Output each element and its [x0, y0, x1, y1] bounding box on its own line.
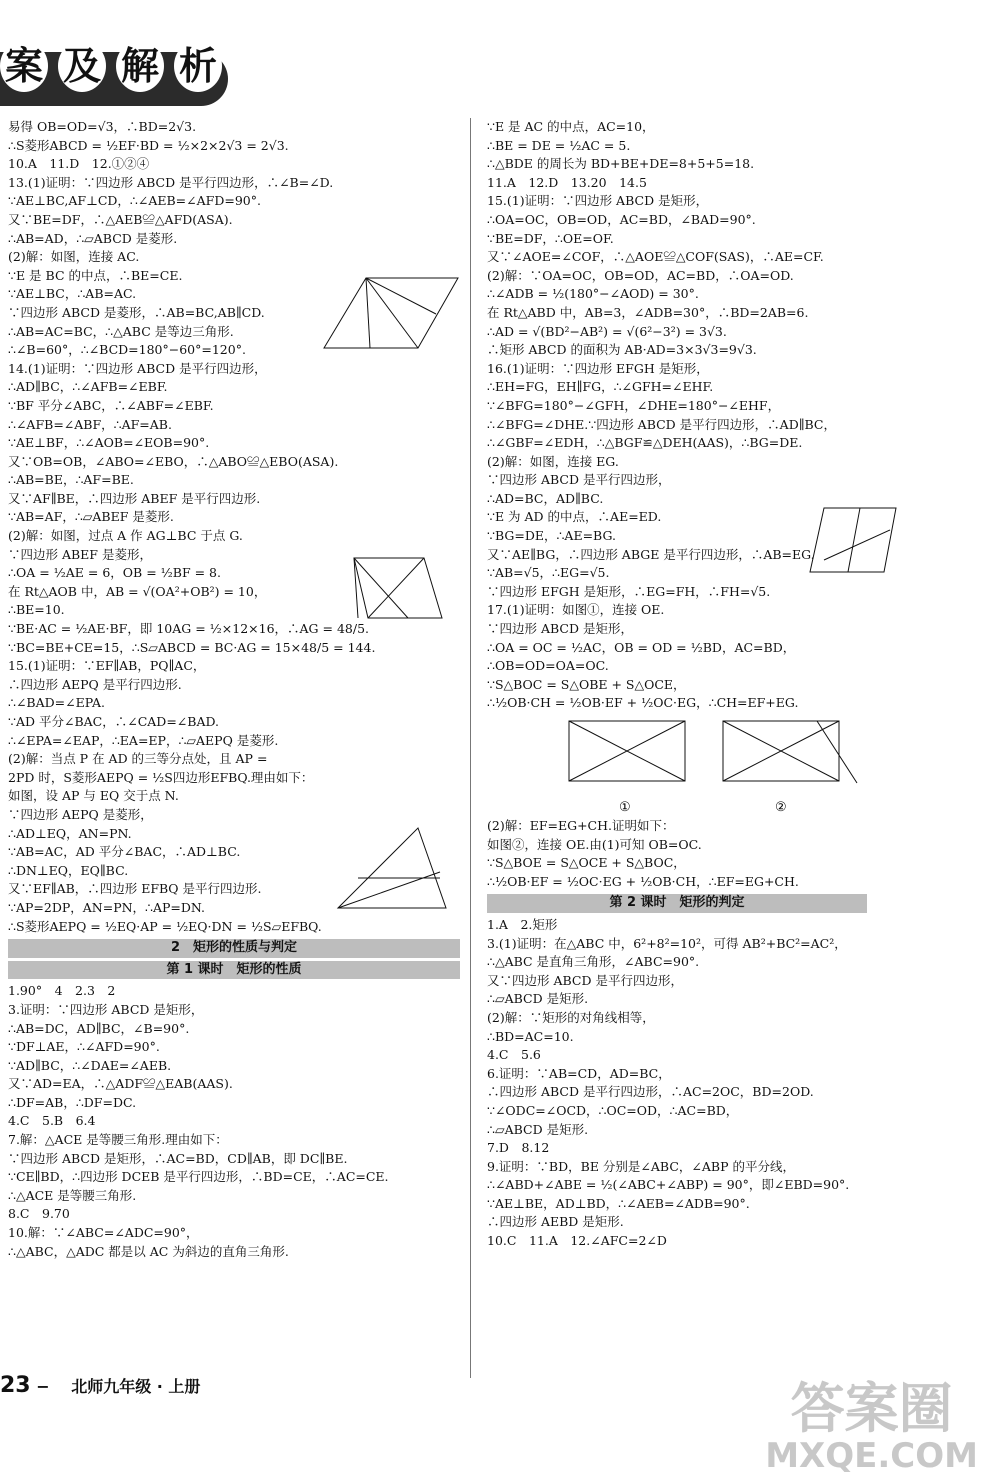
answer-line: ∴△BDE 的周长为 BD+BE+DE=8+5+5=18. [487, 156, 755, 172]
answer-line: 又∵四边形 ABCD 是平行四边形， [487, 972, 683, 988]
answer-line: 又∵AD=EA，∴△ADF≌△EAB(AAS). [8, 1076, 233, 1092]
answer-line: ∴DN⊥EQ，EQ∥BC. [8, 862, 129, 878]
lesson-title: 第 1 课时 矩形的性质 [8, 961, 460, 980]
answer-line: 又∵AE∥BG，∴四边形 ABGE 是平行四边形，∴AB=EG. [487, 546, 815, 562]
figure-triangle [328, 822, 468, 922]
answer-line: 17.(1)证明：如图①，连接 OE. [487, 602, 665, 618]
answer-line: ∵AD 平分∠BAC，∴∠CAD=∠BAD. [8, 714, 220, 729]
answer-line: ∴DF=AB，∴DF=DC. [8, 1094, 137, 1110]
answer-line: 8.C 9.70 [8, 1206, 70, 1222]
figure-label-2: ② [775, 800, 787, 815]
answer-line: ∴△ABC，△ADC 都是以 AC 为斜边的直角三角形. [8, 1243, 289, 1259]
book-title: 北师九年级 · 上册 [71, 1377, 201, 1396]
answer-line: ∵∠BFG=180°−∠GFH，∠DHE=180°−∠EHF， [487, 397, 781, 413]
answer-line: ∴OB=OD=OA=OC. [487, 658, 609, 674]
lesson2-answers [487, 916, 867, 1251]
answer-line: ∴∠BFG=∠DHE.∵四边形 ABCD 是平行四边形，∴AD∥BC， [487, 416, 836, 432]
answer-line: 在 Rt△AOB 中，AB = √(OA²+OB²) = 10， [8, 583, 267, 599]
answer-line: 10.A 11.D 12.①②④ [8, 156, 150, 172]
answer-line: 又∵BE=DF，∴△AEB≌△AFD(ASA). [8, 211, 233, 227]
answer-line: ∵S△BOC = S△OBE + S△OCE， [487, 676, 686, 692]
figure-rhombus-2 [328, 548, 468, 628]
answer-line: 又∵OB=OB，∠ABO=∠EBO，∴△ABO≌△EBO(ASA). [8, 453, 339, 469]
answer-line: ∵四边形 ABCD 是平行四边形， [487, 472, 671, 488]
answer-line: ∵BG=DE，∴AE=BG. [487, 528, 616, 544]
answer-line: ∴S菱形AEPQ = ½EQ·AP = ½EQ·DN = ½S▱EFBQ. [8, 918, 322, 934]
answer-line: ∵E 为 AD 的中点，∴AE=ED. [487, 509, 662, 525]
figure-row [487, 713, 867, 817]
answer-line: ∴∠ABD+∠ABE = ½(∠ABC+∠ABP) = 90°，即∠EBD=90°. [487, 1177, 850, 1193]
header-char: 及 [58, 40, 106, 92]
answer-line: ∵AB=AC，AD 平分∠BAC，∴AD⊥BC. [8, 844, 241, 860]
page-number: 23 [0, 1373, 31, 1398]
column-divider [470, 118, 471, 1378]
answer-line: ∴BE = DE = ½AC = 5. [487, 137, 631, 153]
answer-line: ∴∠B=60°，∴∠BCD=180°−60°=120°. [8, 342, 246, 358]
answer-line: ∴△ACE 是等腰三角形. [8, 1187, 137, 1203]
answer-line: 7.解：△ACE 是等腰三角形.理由如下： [8, 1132, 228, 1148]
answer-line: ∴△ABC 是直角三角形，∠ABC=90°. [487, 954, 700, 970]
answer-line: 16.(1)证明：∵四边形 EFGH 是矩形， [487, 360, 709, 376]
answer-line: ∴四边形 AEBD 是矩形. [487, 1214, 624, 1230]
answer-line: 6.证明：∵AB=CD，AD=BC， [487, 1065, 671, 1081]
answer-line: ∵四边形 ABCD 是矩形， [487, 621, 633, 637]
lesson2-title: 第 2 课时 矩形的判定 [487, 894, 867, 913]
answer-line: ∴▱ABCD 是矩形. [487, 1121, 589, 1137]
answer-line: (2)解：如图，连接 AC. [8, 249, 140, 265]
answer-line: ∴AD⊥EQ，AN=PN. [8, 825, 132, 841]
answer-line: ∴AB=DC，AD∥BC，∠B=90°. [8, 1020, 190, 1036]
answer-line: (2)解：当点 P 在 AD 的三等分点处，且 AP = [8, 751, 268, 767]
answer-line: ∴AD = √(BD²−AB²) = √(6²−3²) = 3√3. [487, 323, 727, 339]
answer-line: ∴AD=BC，AD∥BC. [487, 490, 604, 506]
rectangle-figures [487, 713, 867, 817]
answer-line: ∴AB=AC=BC，∴△ABC 是等边三角形. [8, 323, 234, 339]
answer-line: ∵AE⊥BE，AD⊥BD，∴∠AEB=∠ADB=90°. [487, 1195, 750, 1211]
answer-line: ∵四边形 EFGH 是矩形，∴EG=FH，∴FH=√5. [487, 583, 771, 599]
answer-line: ∴BE=10. [8, 602, 65, 618]
answer-line: 如图②，连接 OE.由(1)可知 OB=OC. [487, 836, 702, 852]
answer-line: 3.证明：∵四边形 ABCD 是矩形， [8, 1001, 204, 1017]
page-header [0, 0, 1000, 118]
answer-line: ∵四边形 ABCD 是菱形，∴AB=BC,AB∥CD. [8, 304, 265, 320]
answer-line: ∵AB=√5，∴EG=√5. [487, 565, 610, 581]
answer-line: ∴∠ADB = ½(180°−∠AOD) = 30°. [487, 286, 699, 302]
answer-line: ∵CE∥BD，∴四边形 DCEB 是平行四边形，∴BD=CE，∴AC=CE. [8, 1169, 389, 1185]
watermark-logo: 答案圈 [790, 1377, 953, 1440]
answer-line: 14.(1)证明：∵四边形 ABCD 是平行四边形， [8, 360, 267, 376]
answer-line: ∵BE=DF，∴OE=OF. [487, 230, 614, 246]
right-column [487, 118, 867, 1251]
answer-line: 3.(1)证明：在△ABC 中，6²+8²=10²，可得 AB²+BC²=AC²， [487, 935, 847, 951]
answer-line: 11.A 12.D 13.20 14.5 [487, 174, 647, 190]
answer-line: 又∵AF∥BE，∴四边形 ABEF 是平行四边形. [8, 490, 261, 506]
answer-line: ∵AB=AF，∴▱ABEF 是菱形. [8, 509, 174, 525]
answer-line: 又∵∠AOE=∠COF，∴△AOE≌△COF(SAS)，∴AE=CF. [487, 249, 824, 265]
answer-line: ∵四边形 AEPQ 是菱形， [8, 806, 153, 822]
answer-line: (2)解：如图，过点 A 作 AG⊥BC 于点 G. [8, 528, 243, 544]
answer-line: 10.C 11.A 12.∠AFC=2∠D [487, 1233, 667, 1249]
answer-line: 2PD 时，S菱形AEPQ = ½S四边形EFBQ.理由如下： [8, 769, 314, 785]
answer-line: ∴矩形 ABCD 的面积为 AB·AD=3×3√3=9√3. [487, 342, 757, 358]
answer-line: ∵四边形 ABEF 是菱形， [8, 546, 152, 562]
answer-line: ∵∠ODC=∠OCD，∴OC=OD，∴AC=BD， [487, 1102, 739, 1118]
answer-line: ∵AD∥BC，∴∠DAE=∠AEB. [8, 1057, 172, 1073]
header-char: 解 [116, 40, 164, 92]
answer-line: 1.90° 4 2.3 2 [8, 983, 116, 999]
answer-line: ∴▱ABCD 是矩形. [487, 991, 589, 1007]
answer-line: ∴AB=AD，∴▱ABCD 是菱形. [8, 230, 178, 246]
header-char: 析 [174, 40, 222, 92]
answer-line: ∴EH=FG，EH∥FG，∴∠GFH=∠EHF. [487, 379, 714, 395]
answer-line: (2)解：如图，连接 EG. [487, 453, 619, 469]
answer-line: 7.D 8.12 [487, 1140, 550, 1156]
answer-line: ∴∠BAD=∠EPA. [8, 695, 105, 711]
answer-line: (2)解：∵OA=OC，OB=OD，AC=BD，∴OA=OD. [487, 267, 794, 283]
answer-line: ∵AE⊥BC，∴AB=AC. [8, 286, 137, 302]
answer-line: ∴四边形 ABCD 是平行四边形，∴AC=2OC，BD=2OD. [487, 1084, 814, 1100]
answer-line: ∵DF⊥AE，∴∠AFD=90°. [8, 1039, 160, 1055]
answer-line: ∴BD=AC=10. [487, 1028, 574, 1044]
answer-line: ∴½OB·CH = ½OB·EF + ½OC·EG，∴CH=EF+EG. [487, 695, 799, 711]
answer-line: (2)解：∵矩形的对角线相等， [487, 1009, 655, 1025]
answer-line: 15.(1)证明：∵四边形 ABCD 是矩形， [487, 193, 709, 209]
lesson1-answers [8, 982, 460, 1261]
answer-line: 1.A 2.矩形 [487, 916, 558, 932]
header-title [0, 40, 222, 92]
answer-line: ∴OA = OC = ½AC，OB = OD = ½BD，AC=BD， [487, 639, 796, 655]
answer-line: ∴OA = ½AE = 6，OB = ½BF = 8. [8, 565, 221, 581]
left-answers [8, 118, 460, 936]
answer-line: ∵AE⊥BF，∴∠AOB=∠EOB=90°. [8, 435, 210, 451]
answer-line: ∵AE⊥BC,AF⊥CD，∴∠AEB=∠AFD=90°. [8, 193, 261, 209]
answer-line: ∵四边形 ABCD 是矩形，∴AC=BD，CD∥AB，即 DC∥BE. [8, 1150, 348, 1166]
answer-line: ∵BC=BE+CE=15，∴S▱ABCD = BC·AG = 15×48/5 = 144. [8, 639, 376, 655]
watermark [765, 1377, 978, 1476]
answer-line: ∴S菱形ABCD = ½EF·BD = ½×2×2√3 = 2√3. [8, 137, 289, 153]
answer-line: 15.(1)证明：∵EF∥AB，PQ∥AC， [8, 658, 206, 674]
watermark-url: MXQE.COM [765, 1436, 978, 1476]
right-answers [487, 118, 867, 713]
answer-line: ∴OA=OC，OB=OD，AC=BD，∠BAD=90°. [487, 211, 756, 227]
page-footer [0, 1373, 200, 1398]
answer-line: 如图，设 AP 与 EQ 交于点 N. [8, 788, 179, 804]
section-title: 2 矩形的性质与判定 [8, 939, 460, 958]
answer-line: ∴½OB·EF = ½OC·EG + ½OB·CH，∴EF=EG+CH. [487, 873, 799, 889]
answer-line: ∴四边形 AEPQ 是平行四边形. [8, 676, 182, 692]
answer-line: 易得 OB=OD=√3，∴BD=2√3. [8, 119, 197, 134]
answer-line: ∵BF 平分∠ABC，∴∠ABF=∠EBF. [8, 397, 214, 413]
answer-line: 4.C 5.B 6.4 [8, 1113, 96, 1129]
answer-line: ∴∠GBF=∠EDH，∴△BGF≌△DEH(AAS)，∴BG=DE. [487, 435, 803, 451]
answer-line: 又∵EF∥AB，∴四边形 EFBQ 是平行四边形. [8, 881, 262, 897]
answer-line: ∵BE·AC = ½AE·BF，即 10AG = ½×12×16，∴AG = 48/5. [8, 621, 370, 637]
figure-rhombus [318, 268, 468, 364]
header-char: 案 [0, 40, 48, 92]
answer-line: ∴∠AFB=∠ABF，∴AF=AB. [8, 416, 172, 432]
figure-parallelogram [800, 500, 910, 580]
footer-dash: − [36, 1377, 50, 1396]
answer-line: 9.证明：∵BD，BE 分别是∠ABC，∠ABP 的平分线， [487, 1158, 795, 1174]
answer-line: ∵S△BOE = S△OCE + S△BOC， [487, 855, 686, 871]
answer-line: ∴AB=BE，∴AF=BE. [8, 472, 134, 488]
answer-line: ∵E 是 AC 的中点，AC=10， [487, 119, 655, 134]
answer-line: ∴∠EPA=∠EAP，∴EA=EP，∴▱AEPQ 是菱形. [8, 732, 279, 748]
answer-line: ∵E 是 BC 的中点，∴BE=CE. [8, 267, 183, 283]
answer-line: ∴AD∥BC，∴∠AFB=∠EBF. [8, 379, 168, 395]
answer-line: 10.解：∵∠ABC=∠ADC=90°， [8, 1225, 199, 1241]
part2-answers [487, 817, 867, 891]
answer-line: 在 Rt△ABD 中，AB=3，∠ADB=30°，∴BD=2AB=6. [487, 304, 809, 320]
answer-line: ∵AP=2DP，AN=PN，∴AP=DN. [8, 899, 206, 915]
answer-line: 4.C 5.6 [487, 1047, 541, 1063]
answer-line: (2)解：EF=EG+CH.证明如下： [487, 818, 675, 833]
answer-line: 13.(1)证明：∵四边形 ABCD 是平行四边形，∴∠B=∠D. [8, 174, 334, 190]
figure-label-1: ① [619, 800, 631, 815]
